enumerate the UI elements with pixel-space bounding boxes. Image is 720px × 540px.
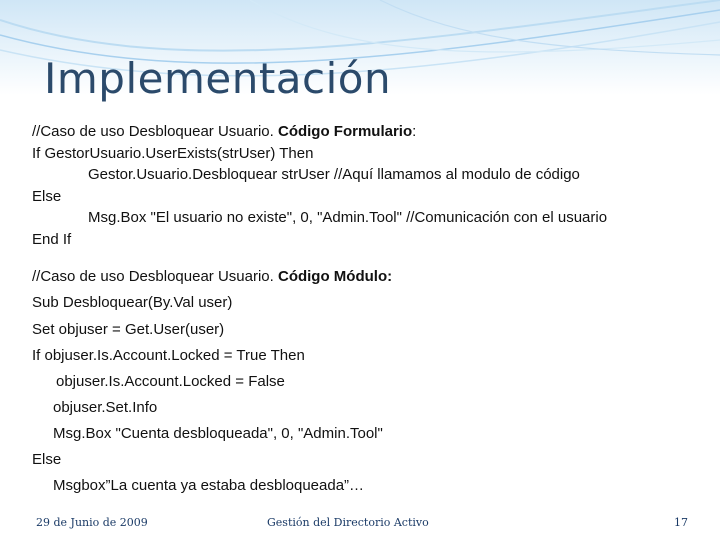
code-line: If objuser.Is.Account.Locked = True Then — [32, 347, 305, 364]
footer-title: Gestión del Directorio Activo — [267, 516, 429, 529]
code-line — [32, 124, 416, 139]
comment-text: //Caso de uso Desbloquear Usuario. — [32, 123, 278, 140]
comment-text: //Caso de uso Desbloquear Usuario. — [32, 268, 278, 285]
code-line: Msgbox”La cuenta ya estaba desbloqueada”… — [53, 477, 365, 494]
slide-title: Implementación — [44, 54, 392, 103]
label-suffix: : — [412, 123, 417, 140]
page-number: 17 — [674, 516, 688, 529]
code-line — [32, 269, 392, 284]
code-line: Msg.Box "Cuenta desbloqueada", 0, "Admin.Tool" — [53, 425, 383, 442]
bold-label: Código Módulo: — [277, 268, 393, 285]
code-line: Else — [32, 188, 62, 205]
code-line: End If — [32, 231, 72, 248]
code-line: Else — [32, 451, 62, 468]
bold-label: Código Formulario — [277, 123, 413, 140]
code-line: Sub Desbloquear(By.Val user) — [32, 294, 233, 311]
code-line: Set objuser = Get.User(user) — [32, 321, 225, 338]
code-line: objuser.Is.Account.Locked = False — [56, 373, 285, 390]
code-line: If GestorUsuario.UserExists(strUser) Then — [32, 145, 314, 162]
code-line: Gestor.Usuario.Desbloquear strUser //Aquí llamamos al modulo de código — [88, 166, 580, 183]
footer-date: 29 de Junio de 2009 — [36, 516, 148, 529]
code-line: objuser.Set.Info — [53, 399, 158, 416]
code-line: Msg.Box "El usuario no existe", 0, "Admin.Tool" //Comunicación con el usuario — [88, 209, 608, 226]
